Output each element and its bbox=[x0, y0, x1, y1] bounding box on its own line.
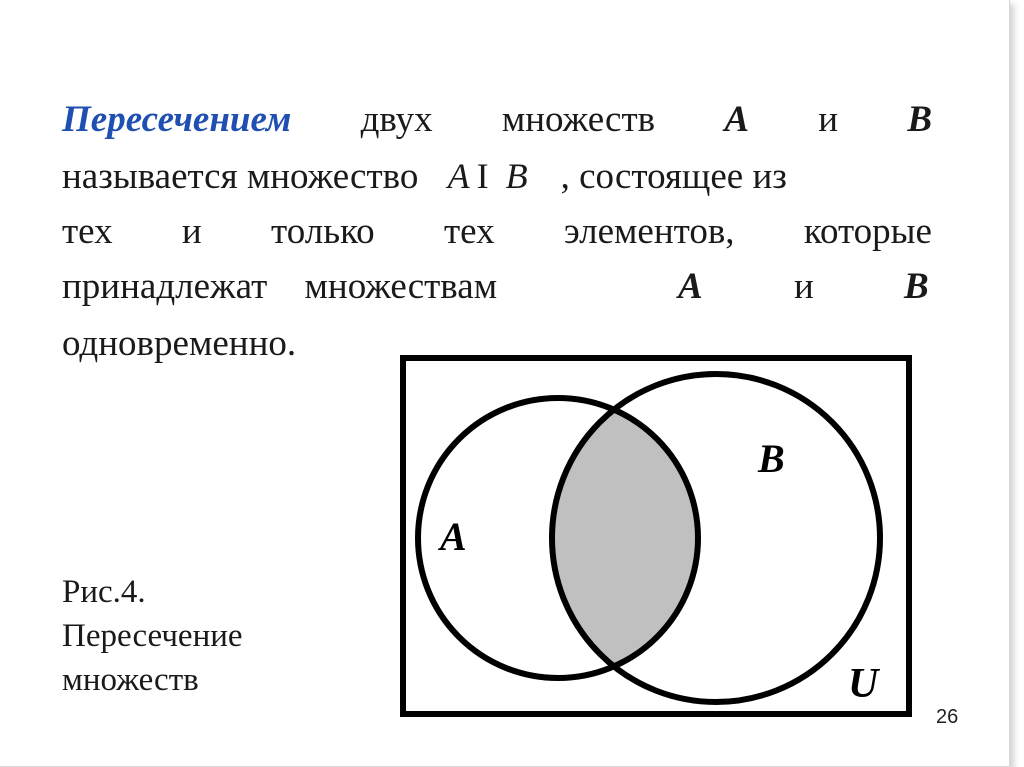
set-a-letter: A bbox=[678, 266, 703, 307]
label-a: A bbox=[440, 514, 467, 559]
word: тех bbox=[62, 211, 113, 252]
intersection-formula bbox=[448, 156, 539, 196]
slide-number: 26 bbox=[936, 706, 959, 728]
set-a-letter: A bbox=[724, 99, 750, 140]
word: только bbox=[271, 211, 375, 252]
caption-line: Пересечение bbox=[62, 618, 243, 654]
formula-set-a: A bbox=[447, 156, 471, 196]
label-b: B bbox=[758, 436, 785, 481]
definition-line-3 bbox=[62, 210, 932, 254]
word: , состоящее из bbox=[560, 156, 787, 197]
word: множествам bbox=[304, 266, 498, 307]
word: двух bbox=[360, 99, 433, 140]
word: тех bbox=[444, 211, 495, 252]
word: элементов, bbox=[563, 211, 735, 252]
formula-set-b: B bbox=[505, 156, 529, 196]
term-intersection: Пересечением bbox=[62, 99, 292, 140]
word: и bbox=[818, 99, 839, 140]
caption-line: множеств bbox=[62, 662, 199, 698]
formula-operator: I bbox=[476, 156, 490, 196]
definition-line-2 bbox=[62, 154, 932, 199]
definition-line-4 bbox=[62, 265, 932, 309]
set-b-letter: B bbox=[904, 266, 929, 307]
venn-diagram bbox=[398, 352, 918, 722]
word: и bbox=[181, 211, 202, 252]
word: множеств bbox=[501, 99, 656, 140]
word: называется множество bbox=[62, 156, 419, 197]
word: которые bbox=[803, 211, 932, 252]
set-b-letter: B bbox=[907, 99, 932, 140]
figure-caption bbox=[62, 570, 243, 702]
word: одновременно. bbox=[62, 323, 297, 364]
word: и bbox=[794, 266, 814, 307]
caption-line: Рис.4. bbox=[62, 574, 146, 610]
definition-line-1 bbox=[62, 98, 932, 142]
label-universe: U bbox=[848, 661, 879, 707]
word: принадлежат bbox=[62, 266, 268, 307]
